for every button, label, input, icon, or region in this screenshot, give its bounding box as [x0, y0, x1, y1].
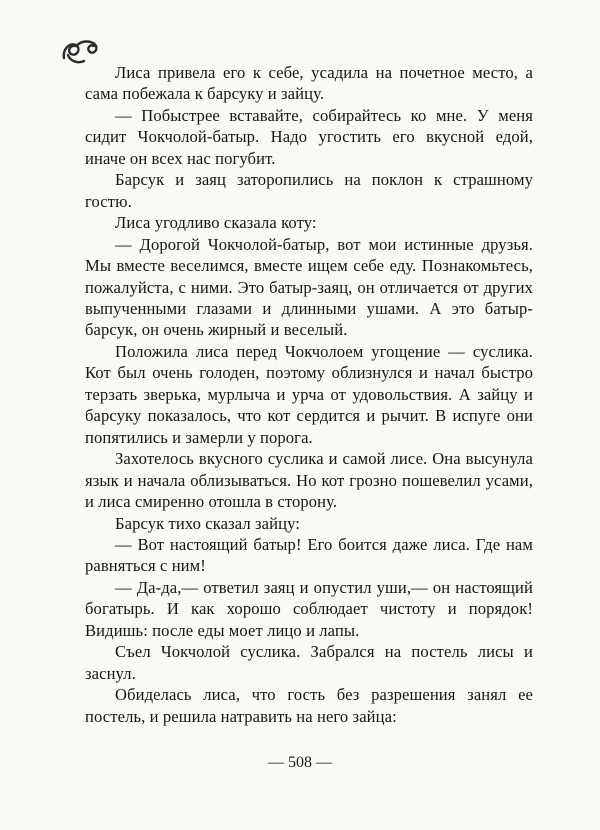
paragraph: Лиса угодливо сказала коту: [115, 213, 317, 233]
paragraph: Положила лиса перед Чокчолоем угощение — суслика. Кот был очень голоден, поэтому облизнулся и начал быстро терзать зверька, мурлыча и урча от удовольствия. А зайцу и барсуку показалось, что кот сердится и рычит. В испуге они попятились и замерли у порога. [85, 341, 533, 447]
paragraph: — Побыстрее вставайте, собирайтесь ко мне. У меня сидит Чокчолой-батыр. Надо угостить его вкусной едой, иначе он всех нас погубит. [85, 105, 533, 168]
paragraph: Барсук тихо сказал зайцу: [115, 513, 300, 533]
paragraph: Съел Чокчолой суслика. Забрался на постель лисы и заснул. [85, 642, 533, 683]
paragraph: — Вот настоящий батыр! Его боится даже лиса. Где нам равняться с ним! [85, 534, 533, 576]
paragraph: Лиса привела его к себе, усадила на почетное место, а сама побежала к барсуку и зайцу. [85, 63, 533, 104]
paragraph: — Дорогой Чокчолой-батыр, вот мои истинные друзья. Мы вместе веселимся, вместе ищем себе еду. Познакомьтесь, пожалуйста, с ними. Это батыр-заяц, он отличается от других выпученными глазами и длинными ушами. А это батыр-барсук, он очень жирный и веселый. [85, 234, 533, 340]
paragraph: — Да-да,— ответил заяц и опустил уши,— он настоящий богатырь. И как хорошо соблюдает чистоту и порядок! Видишь: после еды моет лицо и лапы. [85, 577, 533, 640]
paragraph: Захотелось вкусного суслика и самой лисе. Она высунула язык и начала облизываться. Но кот грозно пошевелил усами, и лиса смиренно отошла в сторону. [85, 449, 533, 512]
paragraph: Обиделась лиса, что гость без разрешения занял ее постель, и решила натравить на него зайца: [85, 685, 533, 726]
paragraph: Барсук и заяц заторопились на поклон к страшному гостю. [85, 170, 533, 211]
page-number: — 508 — [268, 754, 332, 771]
body-text [85, 62, 533, 727]
